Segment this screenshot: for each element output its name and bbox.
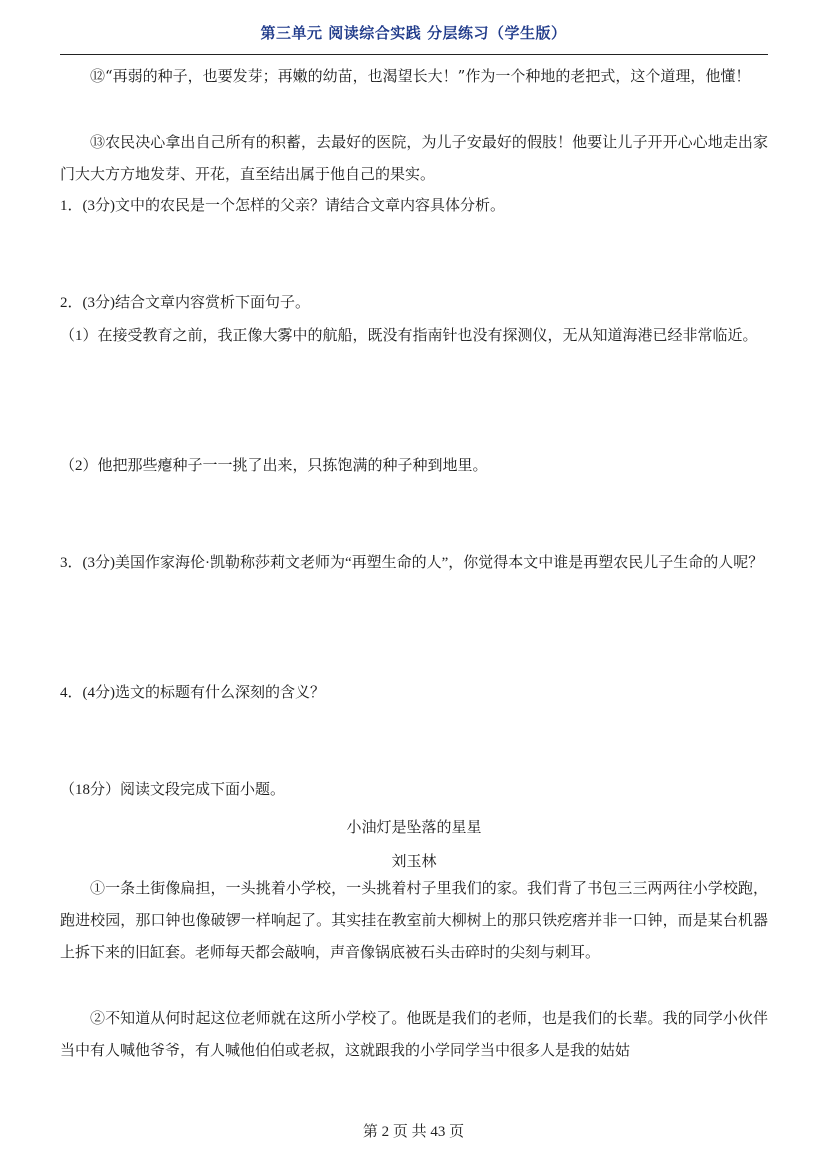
question-2: 2．(3分)结合文章内容赏析下面句子。 bbox=[60, 295, 310, 311]
page-number-footer: 第 2 页 共 43 页 bbox=[362, 1124, 465, 1140]
passage-paragraph-13: ⑬农民决心拿出自己所有的积蓄，去最好的医院，为儿子安最好的假肢！他要让儿子开开心心地走出家门大大方方地发芽、开花，直至结出属于他自己的果实。 bbox=[60, 133, 768, 183]
section-intro: （18分）阅读文段完成下面小题。 bbox=[60, 782, 286, 798]
passage-paragraph-12: ⑫“再弱的种子，也要发芽；再嫩的幼苗，也渴望长大！”作为一个种地的老把式，这个道理，他懂！ bbox=[90, 67, 751, 85]
page-header-title: 第三单元 阅读综合实践 分层练习（学生版） bbox=[260, 24, 567, 42]
question-2-item-2: （2）他把那些瘪种子一一挑了出来，只拣饱满的种子种到地里。 bbox=[60, 458, 488, 474]
question-3: 3．(3分)美国作家海伦·凯勒称莎莉文老师为“再塑生命的人”，你觉得本文中谁是再塑农民儿子生命的人呢？ bbox=[60, 555, 764, 571]
article-author: 刘玉林 bbox=[391, 852, 437, 870]
article-paragraph-1: ①一条土街像扁担，一头挑着小学校，一头挑着村子里我们的家。我们背了书包三三两两往小学校跑，跑进校园，那口钟也像破锣一样响起了。其实挂在教室前大柳树上的那只铁疙瘩并非一口钟，而是某台机器上拆下来的旧缸套。老师每天都会敲响，声音像锅底被石头击碎时的尖刻与刺耳。 bbox=[60, 879, 768, 961]
header-divider bbox=[60, 54, 768, 55]
question-4: 4．(4分)选文的标题有什么深刻的含义？ bbox=[60, 685, 325, 701]
question-2-item-1: （1）在接受教育之前，我正像大雾中的航船，既没有指南针也没有探测仪，无从知道海港已经非常临近。 bbox=[60, 328, 758, 344]
article-title: 小油灯是坠落的星星 bbox=[346, 818, 482, 836]
article-paragraph-2: ②不知道从何时起这位老师就在这所小学校了。他既是我们的老师，也是我们的长辈。我的同学小伙伴当中有人喊他爷爷，有人喊他伯伯或老叔，这就跟我的小学同学当中很多人是我的姑姑 bbox=[60, 1009, 768, 1059]
question-1: 1．(3分)文中的农民是一个怎样的父亲？请结合文章内容具体分析。 bbox=[60, 198, 505, 214]
